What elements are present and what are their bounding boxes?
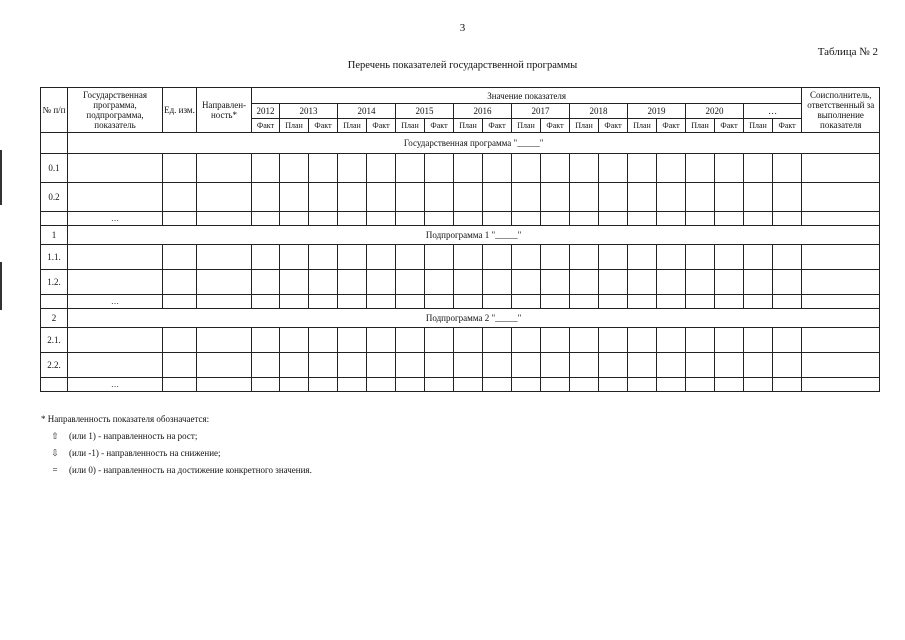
value-cell	[338, 245, 367, 270]
value-cell	[570, 270, 599, 295]
value-cell	[338, 353, 367, 378]
header-program: Государственная программа, подпрограмма, показатель	[68, 88, 163, 133]
fact-header: Факт	[541, 119, 570, 133]
table-row	[41, 378, 880, 392]
value-cell	[280, 212, 309, 226]
fact-header: Факт	[425, 119, 454, 133]
table-row	[41, 309, 880, 328]
table-row	[41, 212, 880, 226]
value-cell	[599, 154, 628, 183]
scan-edge-mark	[0, 150, 2, 205]
fact-header: Факт	[599, 119, 628, 133]
value-cell	[657, 295, 686, 309]
value-cell	[197, 154, 252, 183]
value-cell	[309, 212, 338, 226]
table-row	[41, 133, 880, 154]
value-cell	[628, 245, 657, 270]
fact-header: Факт	[773, 119, 802, 133]
value-cell	[396, 245, 425, 270]
value-cell	[570, 328, 599, 353]
value-cell	[802, 328, 880, 353]
value-cell	[570, 378, 599, 392]
indicator-name-cell: …	[68, 378, 163, 392]
value-cell	[512, 245, 541, 270]
value-cell	[197, 245, 252, 270]
value-cell	[628, 183, 657, 212]
row-number	[41, 295, 68, 309]
value-cell	[686, 353, 715, 378]
value-cell	[570, 183, 599, 212]
note-text: (или 0) - направленность на достижение конкретного значения.	[69, 465, 312, 475]
value-cell	[773, 212, 802, 226]
value-cell	[628, 353, 657, 378]
value-cell	[773, 245, 802, 270]
value-cell	[599, 245, 628, 270]
plan-header: План	[396, 119, 425, 133]
value-cell	[252, 212, 280, 226]
value-cell	[163, 378, 197, 392]
value-cell	[197, 270, 252, 295]
value-cell	[773, 270, 802, 295]
program-title-cell: Государственная программа "_____"	[68, 133, 880, 154]
value-cell	[454, 212, 483, 226]
value-cell	[715, 353, 744, 378]
table-row	[41, 154, 880, 183]
value-cell	[163, 183, 197, 212]
value-cell	[541, 245, 570, 270]
value-cell	[396, 212, 425, 226]
year-header: 2016	[454, 104, 512, 119]
value-cell	[599, 183, 628, 212]
value-cell	[744, 183, 773, 212]
plan-header: План	[454, 119, 483, 133]
value-cell	[483, 328, 512, 353]
value-cell	[454, 154, 483, 183]
table-body	[41, 133, 880, 392]
value-cell	[252, 154, 280, 183]
value-cell	[483, 295, 512, 309]
indicator-name-cell	[68, 245, 163, 270]
value-cell	[773, 154, 802, 183]
value-cell	[512, 183, 541, 212]
value-cell	[197, 295, 252, 309]
value-cell	[512, 353, 541, 378]
value-cell	[802, 270, 880, 295]
value-cell	[454, 270, 483, 295]
value-cell	[163, 270, 197, 295]
value-cell	[570, 245, 599, 270]
value-cell	[197, 328, 252, 353]
value-cell	[657, 245, 686, 270]
plan-header: План	[280, 119, 309, 133]
fact-header: Факт	[252, 119, 280, 133]
value-cell	[512, 270, 541, 295]
scan-edge-mark	[0, 262, 2, 310]
indicator-name-cell: …	[68, 295, 163, 309]
year-header: 2017	[512, 104, 570, 119]
value-cell	[454, 378, 483, 392]
value-cell	[163, 295, 197, 309]
value-cell	[483, 183, 512, 212]
year-header: 2018	[570, 104, 628, 119]
value-cell	[280, 295, 309, 309]
value-cell	[686, 245, 715, 270]
note-text: (или -1) - направленность на снижение;	[69, 448, 221, 458]
value-cell	[773, 183, 802, 212]
value-cell	[483, 245, 512, 270]
value-cell	[338, 270, 367, 295]
value-cell	[802, 353, 880, 378]
year-header: …	[744, 104, 802, 119]
value-cell	[570, 353, 599, 378]
value-cell	[309, 270, 338, 295]
header-coexecutor: Соисполнитель, ответственный за выполнение показателя	[802, 88, 880, 133]
value-cell	[425, 295, 454, 309]
value-cell	[541, 154, 570, 183]
value-cell	[309, 183, 338, 212]
value-cell	[163, 154, 197, 183]
value-cell	[802, 378, 880, 392]
value-cell	[252, 183, 280, 212]
row-number: 1.1.	[41, 245, 68, 270]
row-number: 2	[41, 309, 68, 328]
table-row	[41, 183, 880, 212]
notes-heading: * Направленность показателя обозначается:	[41, 414, 210, 424]
value-cell	[280, 353, 309, 378]
fact-header: Факт	[715, 119, 744, 133]
value-cell	[367, 245, 396, 270]
value-cell	[425, 270, 454, 295]
note-text: (или 1) - направленность на рост;	[69, 431, 198, 441]
indicators-table	[40, 87, 880, 392]
value-cell	[773, 378, 802, 392]
indicator-name-cell	[68, 270, 163, 295]
value-cell	[715, 245, 744, 270]
value-cell	[599, 378, 628, 392]
value-cell	[252, 328, 280, 353]
value-cell	[686, 328, 715, 353]
value-cell	[512, 212, 541, 226]
value-cell	[309, 245, 338, 270]
value-cell	[773, 353, 802, 378]
value-cell	[715, 154, 744, 183]
value-cell	[454, 295, 483, 309]
value-cell	[744, 328, 773, 353]
plan-header: План	[512, 119, 541, 133]
value-cell	[715, 183, 744, 212]
value-cell	[541, 270, 570, 295]
note-item	[41, 462, 312, 479]
value-cell	[744, 154, 773, 183]
value-cell	[425, 378, 454, 392]
value-cell	[454, 328, 483, 353]
value-cell	[197, 378, 252, 392]
value-cell	[252, 270, 280, 295]
value-cell	[252, 245, 280, 270]
value-cell	[744, 270, 773, 295]
equals-icon: =	[52, 465, 58, 475]
subprogram-title-cell: Подпрограмма 1 "_____"	[68, 226, 880, 245]
value-cell	[599, 295, 628, 309]
value-cell	[773, 295, 802, 309]
value-cell	[541, 212, 570, 226]
value-cell	[197, 183, 252, 212]
value-cell	[686, 295, 715, 309]
value-cell	[686, 212, 715, 226]
value-cell	[541, 328, 570, 353]
value-cell	[657, 353, 686, 378]
value-cell	[338, 183, 367, 212]
value-cell	[252, 353, 280, 378]
value-cell	[802, 245, 880, 270]
value-cell	[367, 353, 396, 378]
plan-header: План	[744, 119, 773, 133]
value-cell	[570, 154, 599, 183]
value-cell	[309, 378, 338, 392]
value-cell	[686, 154, 715, 183]
indicator-name-cell	[68, 353, 163, 378]
value-cell	[599, 353, 628, 378]
arrow-up-icon: ⇧	[51, 431, 59, 441]
value-cell	[454, 183, 483, 212]
indicator-name-cell	[68, 183, 163, 212]
value-cell	[338, 212, 367, 226]
value-cell	[657, 270, 686, 295]
value-cell	[338, 295, 367, 309]
value-cell	[802, 295, 880, 309]
value-cell	[425, 212, 454, 226]
value-cell	[367, 212, 396, 226]
subprogram-title-cell: Подпрограмма 2 "_____"	[68, 309, 880, 328]
value-cell	[628, 270, 657, 295]
year-header: 2014	[338, 104, 396, 119]
fact-header: Факт	[367, 119, 396, 133]
fact-header: Факт	[309, 119, 338, 133]
row-number	[41, 212, 68, 226]
value-cell	[396, 183, 425, 212]
page-number: 3	[459, 22, 466, 34]
value-cell	[252, 378, 280, 392]
value-cell	[657, 378, 686, 392]
table-row	[41, 270, 880, 295]
table-row	[41, 245, 880, 270]
value-cell	[686, 378, 715, 392]
value-cell	[309, 353, 338, 378]
value-cell	[280, 154, 309, 183]
value-cell	[686, 183, 715, 212]
row-number: 2.2.	[41, 353, 68, 378]
note-item	[41, 445, 312, 462]
value-cell	[715, 328, 744, 353]
fact-header: Факт	[657, 119, 686, 133]
value-cell	[657, 212, 686, 226]
value-cell	[599, 212, 628, 226]
value-cell	[628, 295, 657, 309]
value-cell	[541, 183, 570, 212]
value-cell	[686, 270, 715, 295]
value-cell	[744, 212, 773, 226]
fact-header: Факт	[483, 119, 512, 133]
value-cell	[715, 378, 744, 392]
year-header: 2012	[252, 104, 280, 119]
value-cell	[396, 353, 425, 378]
value-cell	[512, 328, 541, 353]
value-cell	[570, 295, 599, 309]
row-number: 2.1.	[41, 328, 68, 353]
value-cell	[367, 154, 396, 183]
year-header: 2020	[686, 104, 744, 119]
value-cell	[280, 183, 309, 212]
value-cell	[280, 328, 309, 353]
value-cell	[197, 212, 252, 226]
table-row	[41, 226, 880, 245]
value-cell	[163, 353, 197, 378]
value-cell	[715, 212, 744, 226]
value-cell	[541, 353, 570, 378]
value-cell	[309, 328, 338, 353]
row-number: 0.2	[41, 183, 68, 212]
table-row	[41, 295, 880, 309]
value-cell	[483, 378, 512, 392]
value-cell	[773, 328, 802, 353]
value-cell	[280, 245, 309, 270]
value-cell	[512, 295, 541, 309]
value-cell	[396, 154, 425, 183]
value-cell	[541, 378, 570, 392]
header-direction: Направлен-ность*	[197, 88, 252, 133]
value-cell	[483, 353, 512, 378]
value-cell	[197, 353, 252, 378]
value-cell	[454, 353, 483, 378]
value-cell	[483, 270, 512, 295]
row-number: 1.2.	[41, 270, 68, 295]
value-cell	[338, 378, 367, 392]
value-cell	[744, 378, 773, 392]
value-cell	[512, 378, 541, 392]
table-row	[41, 353, 880, 378]
table-label: Таблица № 2	[817, 46, 878, 58]
plan-header: План	[628, 119, 657, 133]
notes-block	[41, 411, 312, 479]
document-title: Перечень показателей государственной программы	[347, 60, 578, 71]
row-number: 1	[41, 226, 68, 245]
arrow-down-icon: ⇩	[51, 448, 59, 458]
value-cell	[425, 353, 454, 378]
value-cell	[744, 353, 773, 378]
value-cell	[454, 245, 483, 270]
value-cell	[744, 245, 773, 270]
value-cell	[309, 154, 338, 183]
value-cell	[599, 270, 628, 295]
value-cell	[425, 328, 454, 353]
header-values: Значение показателя	[252, 88, 802, 104]
value-cell	[367, 328, 396, 353]
value-cell	[396, 328, 425, 353]
value-cell	[483, 212, 512, 226]
value-cell	[425, 245, 454, 270]
header-unit: Ед. изм.	[163, 88, 197, 133]
value-cell	[802, 154, 880, 183]
value-cell	[715, 270, 744, 295]
value-cell	[338, 154, 367, 183]
note-item	[41, 428, 312, 445]
value-cell	[396, 295, 425, 309]
value-cell	[570, 212, 599, 226]
value-cell	[657, 154, 686, 183]
value-cell	[367, 270, 396, 295]
value-cell	[802, 212, 880, 226]
value-cell	[396, 270, 425, 295]
year-header: 2013	[280, 104, 338, 119]
value-cell	[367, 295, 396, 309]
value-cell	[163, 212, 197, 226]
row-number	[41, 133, 68, 154]
value-cell	[657, 328, 686, 353]
value-cell	[163, 328, 197, 353]
value-cell	[628, 154, 657, 183]
value-cell	[425, 154, 454, 183]
value-cell	[802, 183, 880, 212]
value-cell	[280, 270, 309, 295]
value-cell	[338, 328, 367, 353]
value-cell	[628, 378, 657, 392]
value-cell	[396, 378, 425, 392]
plan-header: План	[338, 119, 367, 133]
indicator-name-cell	[68, 154, 163, 183]
value-cell	[599, 328, 628, 353]
value-cell	[744, 295, 773, 309]
value-cell	[309, 295, 338, 309]
value-cell	[483, 154, 512, 183]
table-row	[41, 328, 880, 353]
value-cell	[512, 154, 541, 183]
value-cell	[541, 295, 570, 309]
indicator-name-cell: …	[68, 212, 163, 226]
value-cell	[367, 183, 396, 212]
year-header: 2015	[396, 104, 454, 119]
value-cell	[280, 378, 309, 392]
value-cell	[628, 328, 657, 353]
indicator-name-cell	[68, 328, 163, 353]
row-number: 0.1	[41, 154, 68, 183]
plan-header: План	[686, 119, 715, 133]
value-cell	[715, 295, 744, 309]
year-header: 2019	[628, 104, 686, 119]
value-cell	[628, 212, 657, 226]
value-cell	[367, 378, 396, 392]
plan-header: План	[570, 119, 599, 133]
value-cell	[425, 183, 454, 212]
row-number	[41, 378, 68, 392]
header-no: № п/п	[41, 88, 68, 133]
value-cell	[252, 295, 280, 309]
value-cell	[657, 183, 686, 212]
value-cell	[163, 245, 197, 270]
